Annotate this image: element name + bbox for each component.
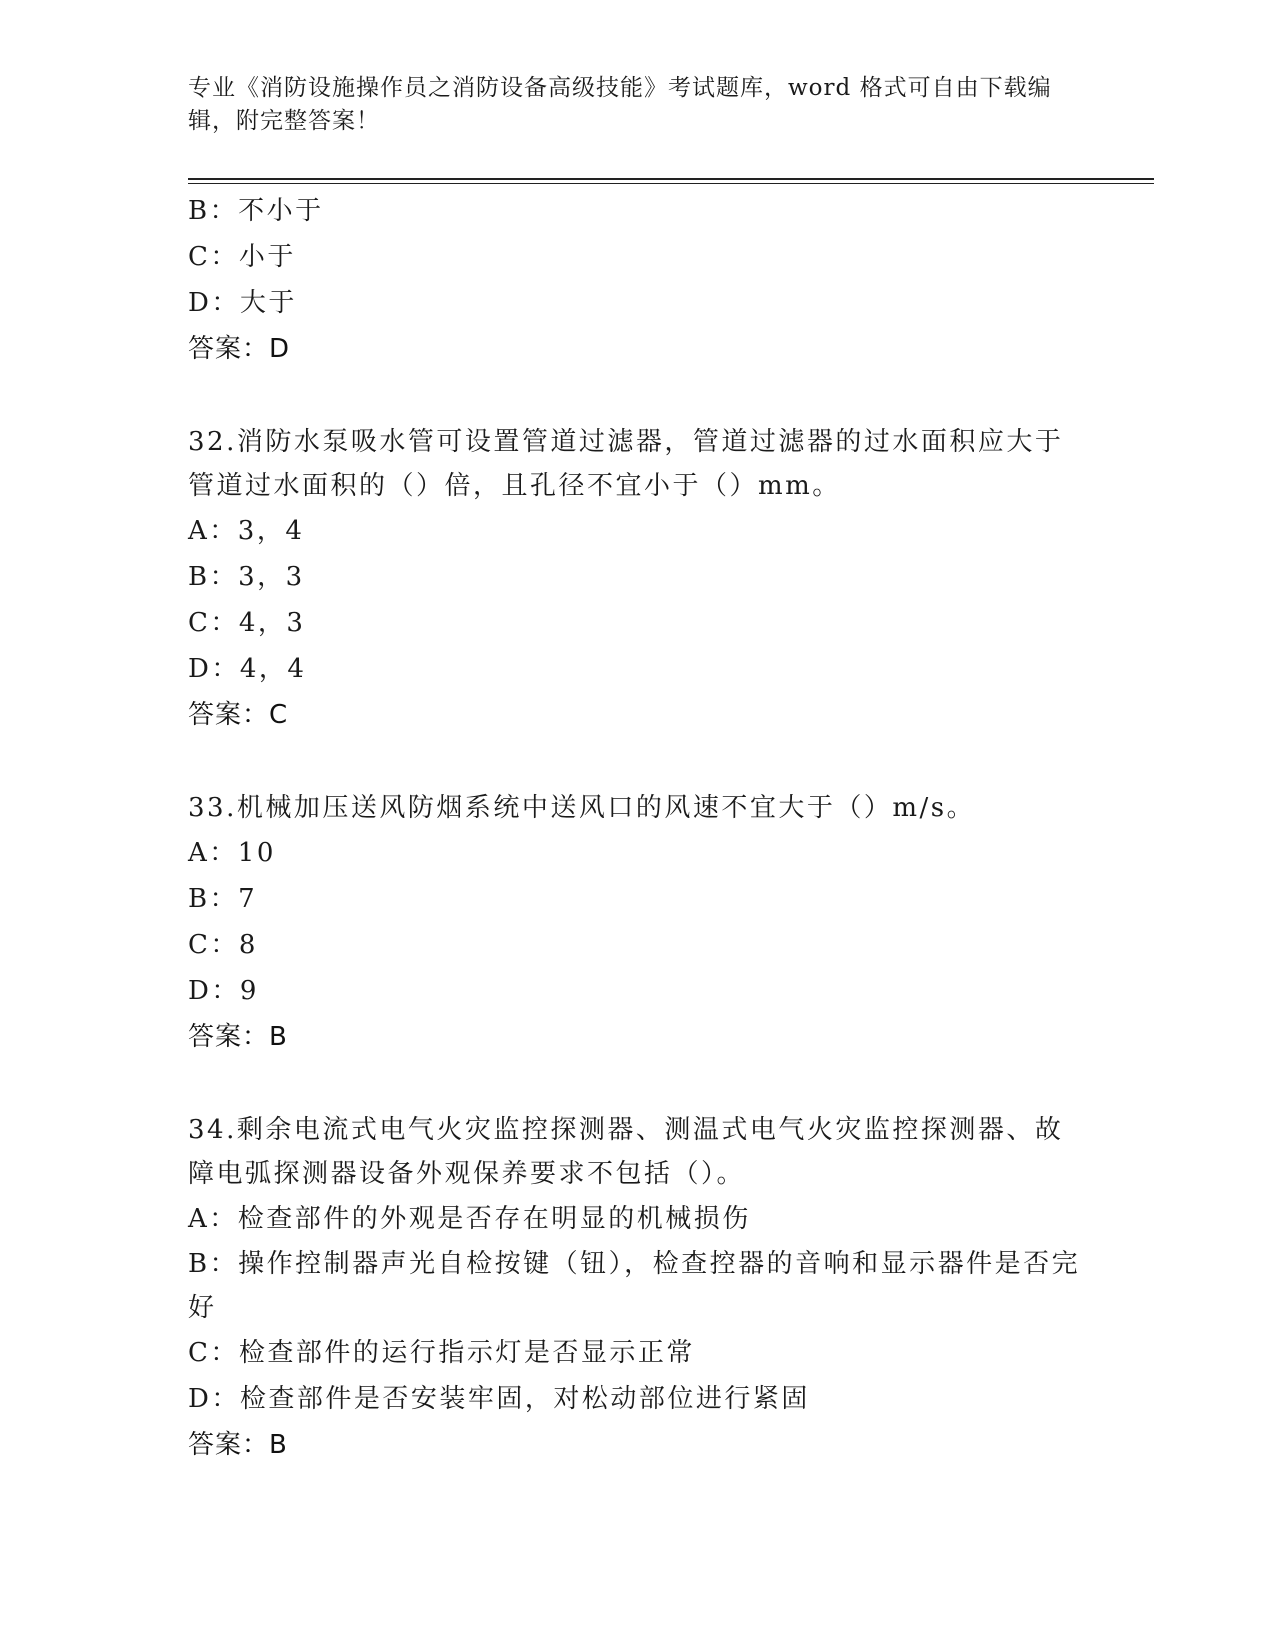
header-rule-thick xyxy=(188,178,1154,180)
option-d: D：检查部件是否安装牢固，对松动部位进行紧固 xyxy=(188,1384,810,1414)
spacer xyxy=(188,372,1088,420)
answer-line: 答案：D xyxy=(188,334,291,364)
option-c: C：8 xyxy=(188,930,258,960)
option-c: C：检查部件的运行指示灯是否显示正常 xyxy=(188,1338,695,1368)
option-b: B：3，3 xyxy=(188,562,305,592)
option-b: B：不小于 xyxy=(188,196,324,226)
spacer xyxy=(188,1060,1088,1108)
question-stem: 33.机械加压送风防烟系统中送风口的风速不宜大于（）m/s。 xyxy=(188,793,976,823)
prev-question-block xyxy=(188,188,1088,372)
option-a: A：检查部件的外观是否存在明显的机械损伤 xyxy=(188,1204,751,1234)
answer-line: 答案：C xyxy=(188,700,289,730)
question-block-33 xyxy=(188,786,1088,1060)
question-body xyxy=(188,188,1088,1468)
option-c: C：小于 xyxy=(188,242,296,272)
header-rule-thin xyxy=(188,183,1154,184)
option-d: D：9 xyxy=(188,976,259,1006)
option-b: B：7 xyxy=(188,884,258,914)
option-d: D：4，4 xyxy=(188,654,307,684)
question-stem: 34.剩余电流式电气火灾监控探测器、测温式电气火灾监控探测器、故障电弧探测器设备外观保养要求不包括（）。 xyxy=(188,1115,1064,1189)
option-d: D：大于 xyxy=(188,288,297,318)
option-a: A：3，4 xyxy=(188,516,305,546)
question-stem: 32.消防水泵吸水管可设置管道过滤器，管道过滤器的过水面积应大于管道过水面积的（）倍，且孔径不宜小于（）mm。 xyxy=(188,427,1064,501)
option-c: C：4，3 xyxy=(188,608,306,638)
answer-line: 答案：B xyxy=(188,1430,288,1460)
answer-line: 答案：B xyxy=(188,1022,288,1052)
option-a: A：10 xyxy=(188,838,276,868)
spacer xyxy=(188,738,1088,786)
question-block-32 xyxy=(188,420,1088,738)
page-header: 专业《消防设施操作员之消防设备高级技能》考试题库，word 格式可自由下载编辑，附完整答案！ xyxy=(188,75,1052,134)
option-b: B：操作控制器声光自检按键（钮），检查控器的音响和显示器件是否完好 xyxy=(188,1249,1081,1323)
question-block-34 xyxy=(188,1108,1088,1468)
